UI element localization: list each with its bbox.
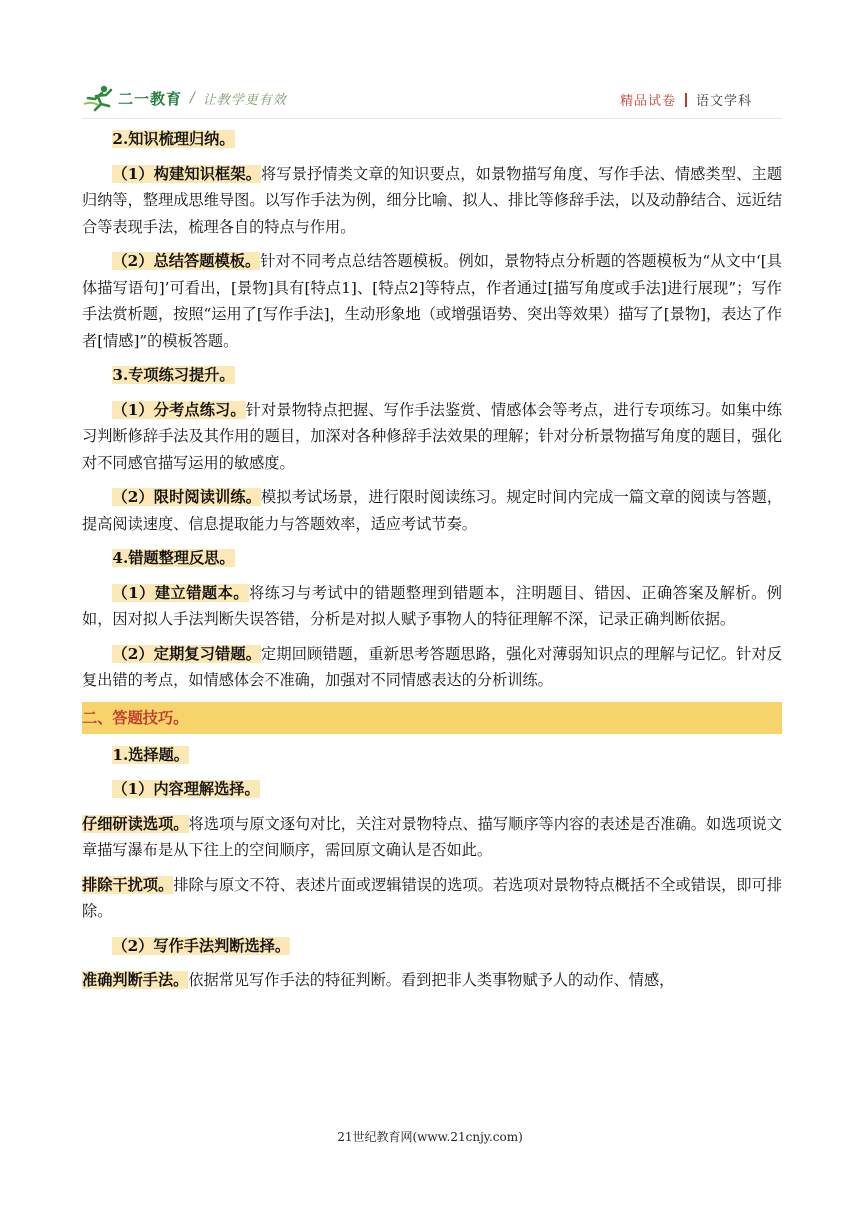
paragraph bbox=[82, 641, 782, 694]
page-header bbox=[82, 80, 782, 116]
page-footer: 21世纪教育网(www.21cnjy.com) bbox=[337, 1130, 523, 1144]
header-tag-quality: 精品试卷 bbox=[619, 94, 676, 109]
document-body bbox=[82, 126, 782, 994]
paragraph-text: 排除与原文不符、表述片面或逻辑错误的选项。若选项对景物特点概括不全或错误，即可排除。 bbox=[82, 875, 783, 920]
logo bbox=[82, 80, 287, 116]
logo-name: 二一教育 bbox=[118, 89, 183, 108]
paragraph bbox=[82, 872, 782, 925]
paragraph-text: 模拟考试场景，进行限时阅读练习。规定时间内完成一篇文章的阅读与答题，提高阅读速度、信息提取能力与答题效率，适应考试节奏。 bbox=[82, 488, 783, 533]
runner-logo-icon bbox=[82, 84, 116, 112]
paragraph-text: 针对不同考点总结答题模板。例如，景物特点分析题的答题模板为“从文中‘[具体描写语句]’可看出，[景物]具有[特点1]、[特点2]等特点，作者通过[描写角度或手法]进行展现”；写作手法赏析题，按照“运用了[写作手法]，生动形象地（或增强语势、突出等效果）描写了[景物]，表达了作者[情感]”的模板答题。 bbox=[82, 252, 782, 350]
paragraph-text: 依据常见写作手法的特征判断。看到把非人类事物赋予人的动作、情感， bbox=[188, 971, 675, 989]
paragraph bbox=[82, 248, 782, 354]
highlighted-term: （1）构建知识框架。 bbox=[112, 164, 262, 183]
highlighted-term: （2）限时阅读训练。 bbox=[112, 488, 262, 506]
sub-heading bbox=[82, 933, 782, 960]
paragraph bbox=[82, 397, 782, 477]
highlighted-term: （1）内容理解选择。 bbox=[112, 780, 260, 798]
paragraph-text: 将写景抒情类文章的知识要点，如景物描写角度、写作手法、情感类型、主题归纳等，整理成思维导图。以写作手法为例，细分比喻、拟人、排比等修辞手法，以及动静结合、远近结合等表现手法，梳理各自的特点与作用。 bbox=[82, 164, 783, 236]
paragraph-text: 将练习与考试中的错题整理到错题本，注明题目、错因、正确答案及解析。例如，因对拟人手法判断失误答错，分析是对拟人赋予事物人的特征理解不深，记录正确判断依据。 bbox=[82, 583, 782, 628]
highlighted-term: （2）写作手法判断选择。 bbox=[112, 936, 291, 955]
highlighted-term: 4.错题整理反思。 bbox=[112, 549, 235, 567]
header-tags bbox=[620, 90, 752, 109]
paragraph bbox=[82, 484, 782, 537]
sub-heading bbox=[82, 776, 782, 803]
header-divider bbox=[82, 118, 782, 119]
paragraph bbox=[82, 161, 782, 241]
highlighted-term: 准确判断手法。 bbox=[82, 971, 189, 989]
highlighted-term: 3.专项练习提升。 bbox=[112, 366, 235, 384]
logo-slogan: 让教学更有效 bbox=[202, 92, 287, 108]
highlighted-term: （1）分考点练习。 bbox=[112, 400, 246, 419]
paragraph-text: 定期回顾错题，重新思考答题思路，强化对薄弱知识点的理解与记忆。针对反复出错的考点，如情感体会不准确，加强对不同情感表达的分析训练。 bbox=[82, 644, 783, 689]
header-separator bbox=[685, 93, 687, 107]
highlighted-term: （2）总结答题模板。 bbox=[112, 252, 261, 270]
logo-divider: / bbox=[190, 90, 195, 106]
header-tag-subject: 语文学科 bbox=[695, 94, 752, 109]
highlighted-term: 排除干扰项。 bbox=[82, 875, 174, 894]
highlighted-term: （1）建立错题本。 bbox=[112, 583, 249, 602]
highlighted-term: （2）定期复习错题。 bbox=[112, 644, 262, 663]
sub-heading bbox=[82, 742, 782, 769]
paragraph-text: 将选项与原文逐句对比，关注对景物特点、描写顺序等内容的表述是否准确。如选项说文章描写瀑布是从下往上的空间顺序，需回原文确认是否如此。 bbox=[82, 814, 783, 859]
paragraph bbox=[82, 967, 782, 994]
highlighted-term: 1.选择题。 bbox=[112, 745, 189, 764]
paragraph-text: 针对景物特点把握、写作手法鉴赏、情感体会等考点，进行专项练习。如集中练习判断修辞手法及其作用的题目，加深对各种修辞手法效果的理解；针对分析景物描写角度的题目，强化对不同感官描写运用的敏感度。 bbox=[82, 400, 783, 472]
paragraph bbox=[82, 811, 782, 864]
sub-heading bbox=[82, 545, 782, 572]
highlighted-term: 仔细研读选项。 bbox=[82, 814, 189, 833]
paragraph bbox=[82, 580, 782, 633]
highlighted-term: 2.知识梳理归纳。 bbox=[112, 130, 235, 148]
sub-heading bbox=[82, 362, 782, 389]
sub-heading bbox=[82, 126, 782, 153]
section-heading-band: 二、答题技巧。 bbox=[82, 702, 782, 734]
